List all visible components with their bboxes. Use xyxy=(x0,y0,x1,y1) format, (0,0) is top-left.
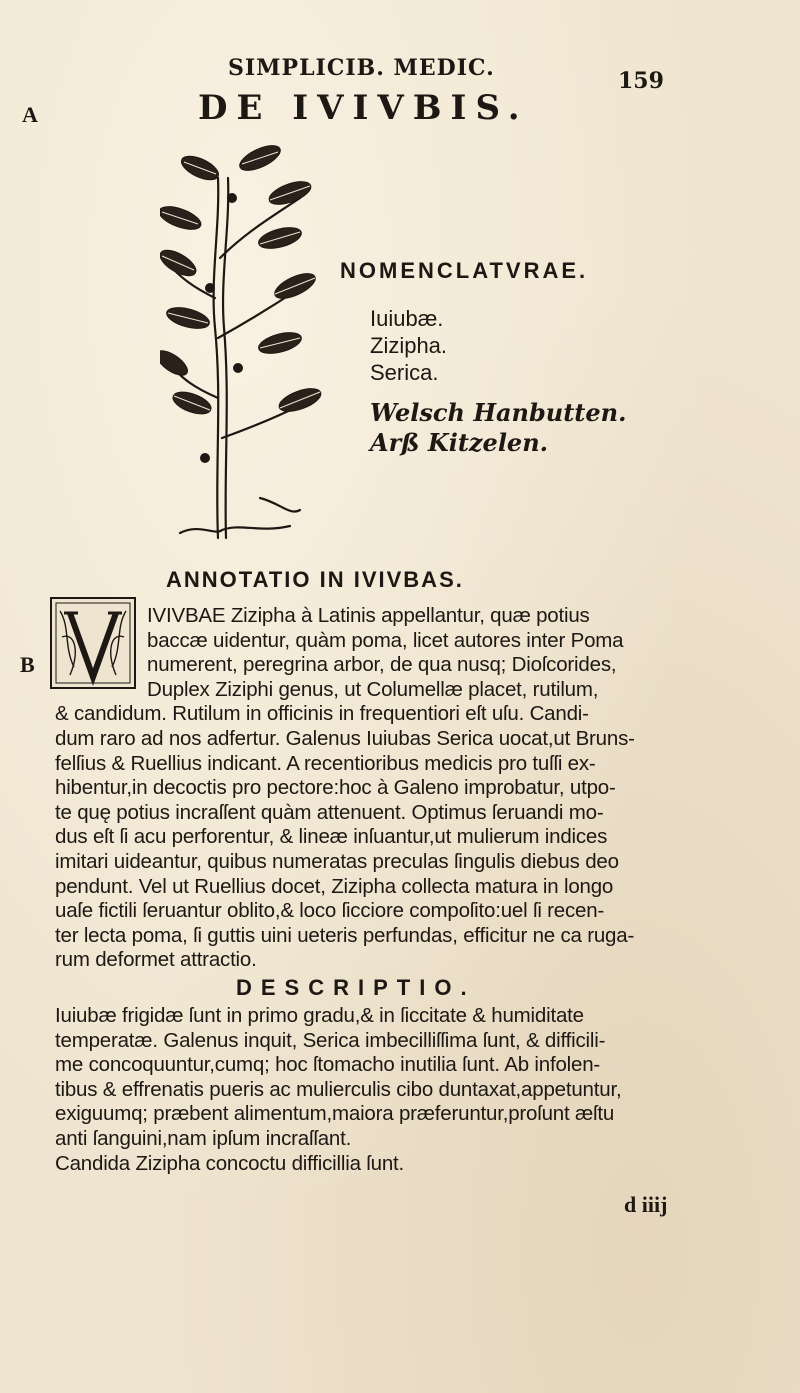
text-line: & candidum. Rutilum in officinis in frequentiori eſt uſu. Candi- xyxy=(55,702,589,726)
text-line: baccæ uidentur, quàm poma, licet autores inter Poma xyxy=(147,628,624,652)
text-line: imitari uideantur, quibus numeratas preculas ſingulis diebus deo xyxy=(55,849,619,873)
text-line: dum raro ad nos adfertur. Galenus Iuiubas Serica uocat,ut Bruns- xyxy=(55,726,635,750)
list-item: Iuiubæ. xyxy=(370,306,444,331)
text-line: felſius & Ruellius indicant. A recentioribus medicis pro tuſſi ex- xyxy=(55,751,596,775)
german-names xyxy=(370,398,626,458)
annotatio-body xyxy=(55,604,745,973)
text-line: ter lecta poma, ſi guttis uini ueteris perfundas, efficitur ne ca ruga- xyxy=(55,923,635,947)
text-line: me concoquuntur,cumq; hoc ſtomacho inutilia ſunt. Ab infolen- xyxy=(55,1053,601,1077)
german-name: Welsch Hanbutten. xyxy=(370,398,627,427)
page-number: 159 xyxy=(618,68,664,94)
text-line: Iuiubæ frigidæ ſunt in primo gradu,& in ſiccitate & humiditate xyxy=(55,1004,584,1027)
text-line: te quę potius incraſſent quàm attenuent. Optimus ſeruandi mo- xyxy=(55,800,604,824)
list-item: Zizipha. xyxy=(370,333,448,358)
text-line: Duplex Ziziphi genus, ut Columellæ placet, rutilum, xyxy=(147,677,599,701)
descriptio-body xyxy=(55,1004,745,1176)
text-line: rum deformet attractio. xyxy=(55,948,257,972)
nomenclature-heading: NOMENCLATVRAE. xyxy=(340,258,589,283)
annotatio-heading: ANNOTATIO IN IVIVBAS. xyxy=(166,567,464,592)
text-line: numerent, peregrina arbor, de qua nusq; Dioſcorides, xyxy=(147,653,617,677)
margin-letter-a: A xyxy=(22,102,38,127)
text-line: pendunt. Vel ut Ruellius docet, Zizipha collecta matura in longo xyxy=(55,874,614,898)
jujube-plant-woodcut xyxy=(160,138,340,548)
descriptio-heading: DESCRIPTIO. xyxy=(236,975,476,1000)
text-line: anti ſanguini,nam ipſum incraſſant. xyxy=(55,1126,352,1150)
signature-mark: d iiij xyxy=(624,1192,668,1217)
text-line: Candida Zizipha concoctu difficillia ſunt. xyxy=(55,1151,405,1175)
text-line: hibentur,in decoctis pro pectore:hoc à Galeno improbatur, utpo- xyxy=(55,776,616,800)
german-name: Arß Kitzelen. xyxy=(370,428,549,457)
margin-letter-b: B xyxy=(20,652,35,677)
text-line: dus eſt ſi acu perforentur, & lineæ inſuantur,ut mulierum indices xyxy=(55,825,608,849)
text-line: IVIVBAE Zizipha à Latinis appellantur, quæ potius xyxy=(147,604,590,627)
list-item: Serica. xyxy=(370,360,439,385)
text-line: uaſe fictili ſeruantur oblito,& loco ſicciore compoſito:uel ſi recen- xyxy=(55,899,605,923)
text-line: tibus & effrenatis pueris ac mulierculis cibo duntaxat,appetuntur, xyxy=(55,1077,622,1101)
running-head: SIMPLICIB. MEDIC. xyxy=(228,55,495,81)
page-title: DE IVIVBIS. xyxy=(198,88,529,128)
latin-names-list xyxy=(370,305,447,386)
text-line: exiguumq; præbent alimentum,maiora præferuntur,proſunt æſtu xyxy=(55,1102,615,1126)
text-line: temperatæ. Galenus inquit, Serica imbecilliſſima ſunt, & difficili- xyxy=(55,1028,606,1052)
